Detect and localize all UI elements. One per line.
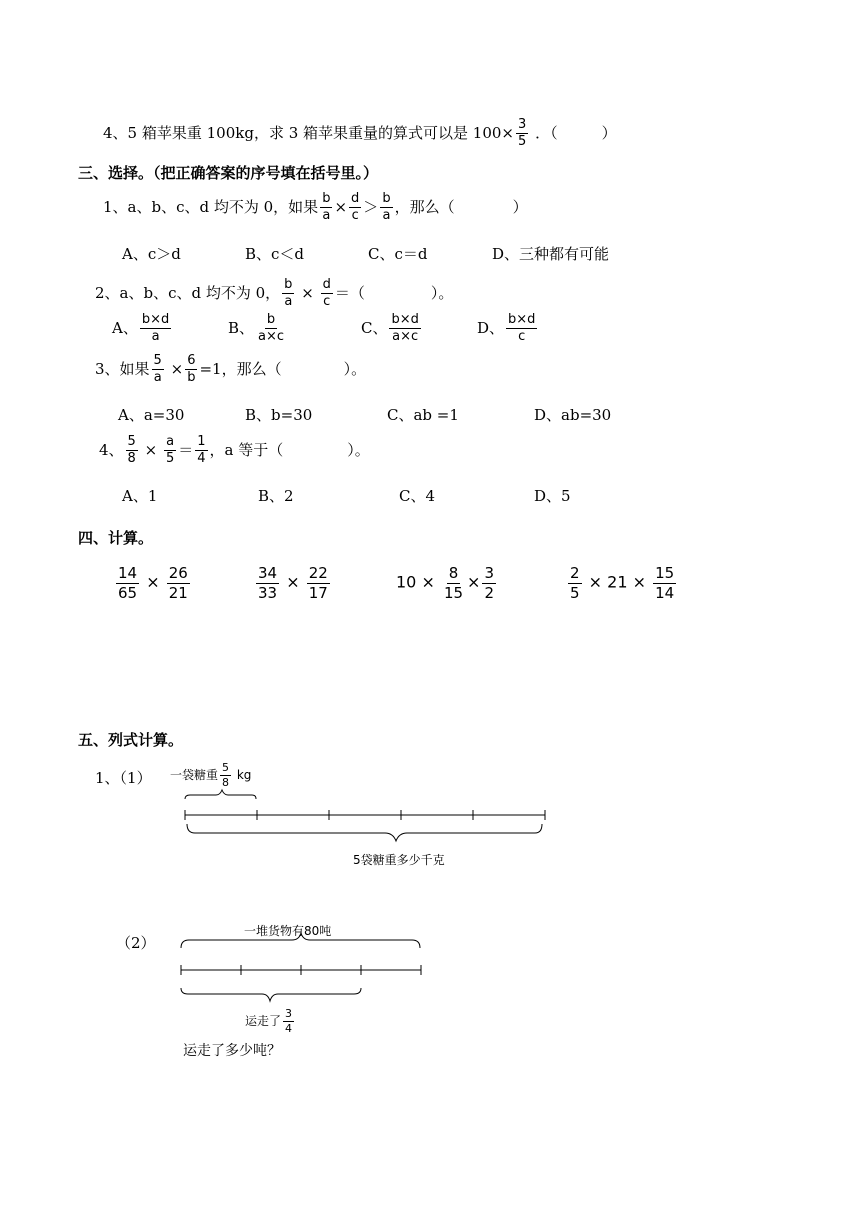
fraction: $\frac{5}{8}$ [127,434,136,467]
q4-prefix: 4、 [99,440,124,459]
fraction: $\frac{6}{b}$ [187,353,196,386]
answer-paren-close: ）。 [347,440,370,459]
fraction: $\frac{1}{4}$ [197,434,206,467]
section-5-title: 五、列式计算。 [78,731,184,749]
brace-bottom-large [187,824,542,841]
q3-suffix: =1，那么（ [199,359,282,378]
times-sign: × [170,359,184,378]
q1-option-d[interactable]: D、三种都有可能 [492,245,610,263]
q2-option-d[interactable]: D、 $\frac{b\times d}{c}$ [477,312,536,345]
problem-1-top-label: 一袋糖重 $\frac{5}{8}$ kg [170,761,252,790]
fraction: $\frac{b}{a}$ [382,191,391,224]
q4-suffix: ，a 等于（ [209,440,284,459]
q4-option-b[interactable]: B、2 [258,487,294,505]
answer-paren-close: ）。 [343,359,367,378]
q2-option-c[interactable]: C、 $\frac{b\times d}{a\times c}$ [361,312,419,345]
q1-prefix: 1、a、b、c、d 均不为 0，如果 [103,197,319,216]
q1-option-a[interactable]: A、c＞d [122,245,181,263]
problem-1-bottom-label: 5袋糖重多少千克 [353,853,445,867]
brace-top-small [185,790,256,799]
times-sign: × [334,197,348,216]
equal-sign: ＝ [178,440,194,459]
section-3-title: 三、选择。（把正确答案的序号填在括号里。） [78,164,379,182]
fraction: $\frac{b}{a}$ [284,277,293,310]
fraction: $\frac{b}{a}$ [322,191,331,224]
times-sign: × [301,283,314,302]
q3-option-d[interactable]: D、ab=30 [534,406,612,424]
q1-option-b[interactable]: B、c＜d [245,245,305,263]
q3-option-c[interactable]: C、ab =1 [387,406,459,424]
calc-expression-1: $\frac{14}{65}$ × $\frac{26}{21}$ [118,564,188,602]
q1-option-c[interactable]: C、c＝d [368,245,428,263]
q4-option-a[interactable]: A、1 [122,487,158,505]
calc-expression-4: $\frac{2}{5}$ × 21 × $\frac{15}{14}$ [570,564,675,602]
calc-expression-2: $\frac{34}{33}$ × $\frac{22}{17}$ [258,564,328,602]
brace-top-large [181,933,420,948]
fraction: $\frac{5}{a}$ [153,353,162,386]
problem-1-label: 1、（1） [95,769,152,787]
q4-option-d[interactable]: D、5 [534,487,571,505]
judge-q4-tail: ．（ [535,123,558,142]
times-sign: × [144,440,158,459]
problem-2-top-label: 一堆货物有80吨 [244,924,332,938]
section-4-title: 四、计算。 [78,529,154,547]
fraction: $\frac{3}{5}$ [518,117,527,150]
judge-q4-text: 4、5 箱苹果重 100kg，求 3 箱苹果重量的算式可以是 100× [103,123,514,142]
greater-sign: ＞ [363,197,379,216]
q2-suffix: ＝（ [334,283,365,302]
problem-2-bottom-label: 运走了 $\frac{3}{4}$ [245,1007,293,1036]
fraction: $\frac{a}{5}$ [165,434,175,467]
answer-paren-close: ） [512,197,528,216]
q2-option-b[interactable]: B、 $\frac{b}{a\times c}$ [228,312,285,345]
problem-2-label: （2） [116,934,156,952]
q4-option-c[interactable]: C、4 [399,487,436,505]
fraction: $\frac{d}{c}$ [351,191,360,224]
q1-suffix: ，那么（ [394,197,455,216]
answer-paren-close: ） [601,123,617,142]
q3-option-a[interactable]: A、a=30 [118,406,185,424]
fraction: $\frac{d}{c}$ [322,277,331,310]
q3-prefix: 3、如果 [95,359,150,378]
answer-paren-close: ）。 [430,283,454,302]
calc-expression-3: 10 × $\frac{8}{15}$ × $\frac{3}{2}$ [396,564,494,602]
q2-option-a[interactable]: A、 $\frac{b\times d}{a}$ [112,312,170,345]
brace-bottom-medium [181,988,361,1001]
problem-2-question: 运走了多少吨？ [183,1043,281,1059]
q3-option-b[interactable]: B、b=30 [245,406,313,424]
q2-prefix: 2、a、b、c、d 均不为 0， [95,283,281,302]
